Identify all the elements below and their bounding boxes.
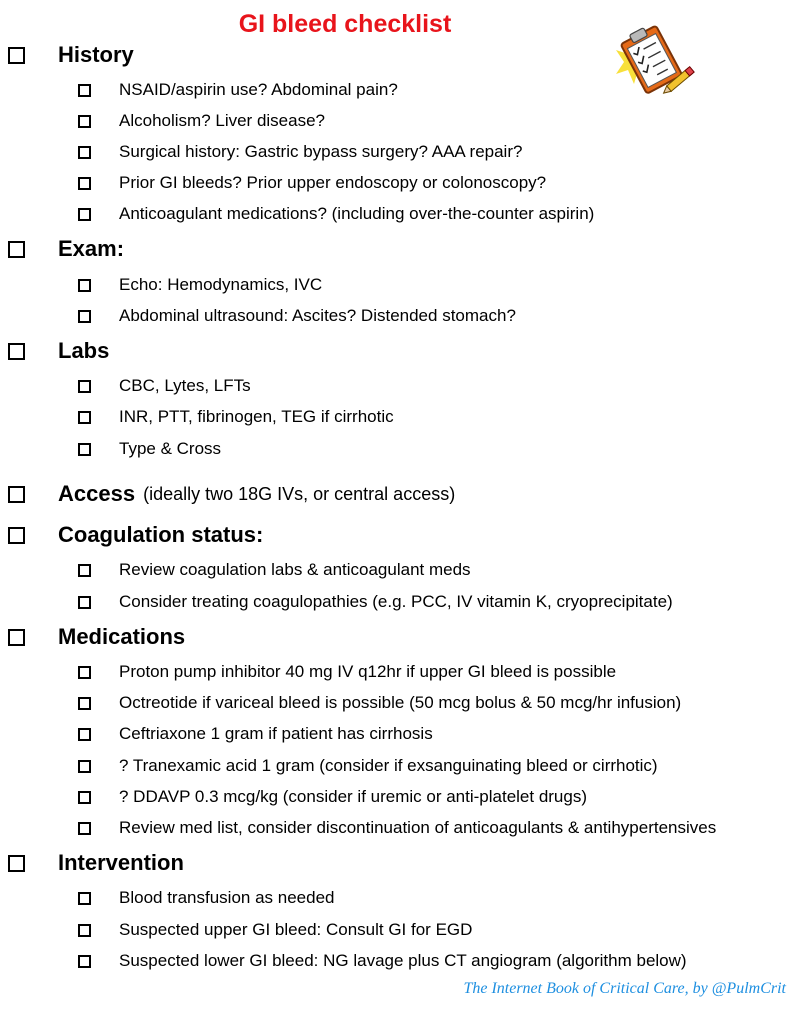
section-title: Labs	[58, 338, 110, 363]
page-title: GI bleed checklist	[238, 10, 452, 38]
checklist-item[interactable]	[78, 374, 251, 398]
item-text: Abdominal ultrasound: Ascites? Distended stomach?	[119, 306, 516, 325]
item-text: Prior GI bleeds? Prior upper endoscopy or colonoscopy?	[119, 173, 547, 192]
item-text: Surgical history: Gastric bypass surgery? AAA repair?	[119, 142, 523, 161]
checkbox-icon[interactable]	[78, 146, 91, 159]
section-exam[interactable]	[8, 234, 124, 264]
checklist-item[interactable]	[78, 590, 673, 614]
section-medications[interactable]	[8, 622, 185, 652]
checkbox-icon[interactable]	[78, 596, 91, 609]
checklist-item[interactable]	[78, 949, 687, 973]
checkbox-icon[interactable]	[78, 728, 91, 741]
checklist-item[interactable]	[78, 171, 546, 195]
item-text: Blood transfusion as needed	[119, 888, 335, 907]
checkbox-icon[interactable]	[8, 343, 25, 360]
item-text: ? Tranexamic acid 1 gram (consider if exsanguinating bleed or cirrhotic)	[119, 756, 658, 775]
item-text: INR, PTT, fibrinogen, TEG if cirrhotic	[119, 407, 394, 426]
checkbox-icon[interactable]	[78, 697, 91, 710]
checkbox-icon[interactable]	[78, 955, 91, 968]
checklist-item[interactable]	[78, 437, 221, 461]
item-text: Anticoagulant medications? (including over-the-counter aspirin)	[119, 204, 595, 223]
checkbox-icon[interactable]	[78, 208, 91, 221]
checkbox-icon[interactable]	[78, 443, 91, 456]
section-coagulation-status[interactable]	[8, 520, 263, 550]
checklist-item[interactable]	[78, 78, 398, 102]
checkbox-icon[interactable]	[78, 115, 91, 128]
item-text: Consider treating coagulopathies (e.g. PCC, IV vitamin K, cryoprecipitate)	[119, 592, 673, 611]
checklist-item[interactable]	[78, 273, 322, 297]
item-text: Suspected upper GI bleed: Consult GI for EGD	[119, 920, 473, 939]
checklist-item[interactable]	[78, 785, 587, 809]
item-text: Alcoholism? Liver disease?	[119, 111, 325, 130]
checklist-item[interactable]	[78, 202, 594, 226]
checklist-item[interactable]	[78, 304, 516, 328]
checklist-item[interactable]	[78, 816, 716, 840]
section-access[interactable]	[8, 479, 455, 509]
checklist-item[interactable]	[78, 558, 471, 582]
section-title: Medications	[58, 624, 186, 649]
checkbox-icon[interactable]	[78, 666, 91, 679]
section-intervention[interactable]	[8, 848, 184, 878]
checkbox-icon[interactable]	[78, 380, 91, 393]
checkbox-icon[interactable]	[78, 892, 91, 905]
checklist-item[interactable]	[78, 140, 522, 164]
checklist-item[interactable]	[78, 886, 335, 910]
item-text: ? DDAVP 0.3 mcg/kg (consider if uremic or anti-platelet drugs)	[119, 787, 588, 806]
credit-line: The Internet Book of Critical Care, by @PulmCrit	[463, 980, 786, 997]
section-labs[interactable]	[8, 336, 109, 366]
checklist-item[interactable]	[78, 109, 325, 133]
item-text: Ceftriaxone 1 gram if patient has cirrhosis	[119, 724, 433, 743]
item-text: CBC, Lytes, LFTs	[119, 376, 251, 395]
section-note: (ideally two 18G IVs, or central access)	[143, 483, 456, 504]
checkbox-icon[interactable]	[78, 310, 91, 323]
checkbox-icon[interactable]	[78, 177, 91, 190]
checkbox-icon[interactable]	[78, 822, 91, 835]
item-text: Echo: Hemodynamics, IVC	[119, 275, 323, 294]
section-title: Exam:	[58, 236, 125, 261]
checkbox-icon[interactable]	[8, 855, 25, 872]
item-text: Octreotide if variceal bleed is possible (50 mcg bolus & 50 mcg/hr infusion)	[119, 693, 682, 712]
item-text: Suspected lower GI bleed: NG lavage plus CT angiogram (algorithm below)	[119, 951, 687, 970]
checkbox-icon[interactable]	[78, 411, 91, 424]
section-title: Intervention	[58, 850, 184, 875]
section-title: History	[58, 42, 134, 67]
checkbox-icon[interactable]	[78, 760, 91, 773]
section-title: Access	[58, 481, 136, 506]
checkbox-icon[interactable]	[8, 486, 25, 503]
checklist-item[interactable]	[78, 754, 658, 778]
checkbox-icon[interactable]	[78, 924, 91, 937]
checkbox-icon[interactable]	[8, 527, 25, 544]
checklist-item[interactable]	[78, 918, 472, 942]
checkbox-icon[interactable]	[78, 791, 91, 804]
item-text: Review coagulation labs & anticoagulant meds	[119, 560, 471, 579]
checklist-item[interactable]	[78, 722, 433, 746]
section-history[interactable]	[8, 40, 134, 70]
checklist-item[interactable]	[78, 405, 394, 429]
item-text: NSAID/aspirin use? Abdominal pain?	[119, 80, 398, 99]
checklist-item[interactable]	[78, 691, 681, 715]
checkbox-icon[interactable]	[8, 47, 25, 64]
checkbox-icon[interactable]	[78, 564, 91, 577]
checkbox-icon[interactable]	[78, 279, 91, 292]
checkbox-icon[interactable]	[8, 241, 25, 258]
item-text: Type & Cross	[119, 439, 222, 458]
section-title: Coagulation status:	[58, 522, 264, 547]
checkbox-icon[interactable]	[78, 84, 91, 97]
checkbox-icon[interactable]	[8, 629, 25, 646]
item-text: Proton pump inhibitor 40 mg IV q12hr if upper GI bleed is possible	[119, 662, 617, 681]
item-text: Review med list, consider discontinuation of anticoagulants & antihypertensives	[119, 818, 717, 837]
checklist-item[interactable]	[78, 660, 616, 684]
